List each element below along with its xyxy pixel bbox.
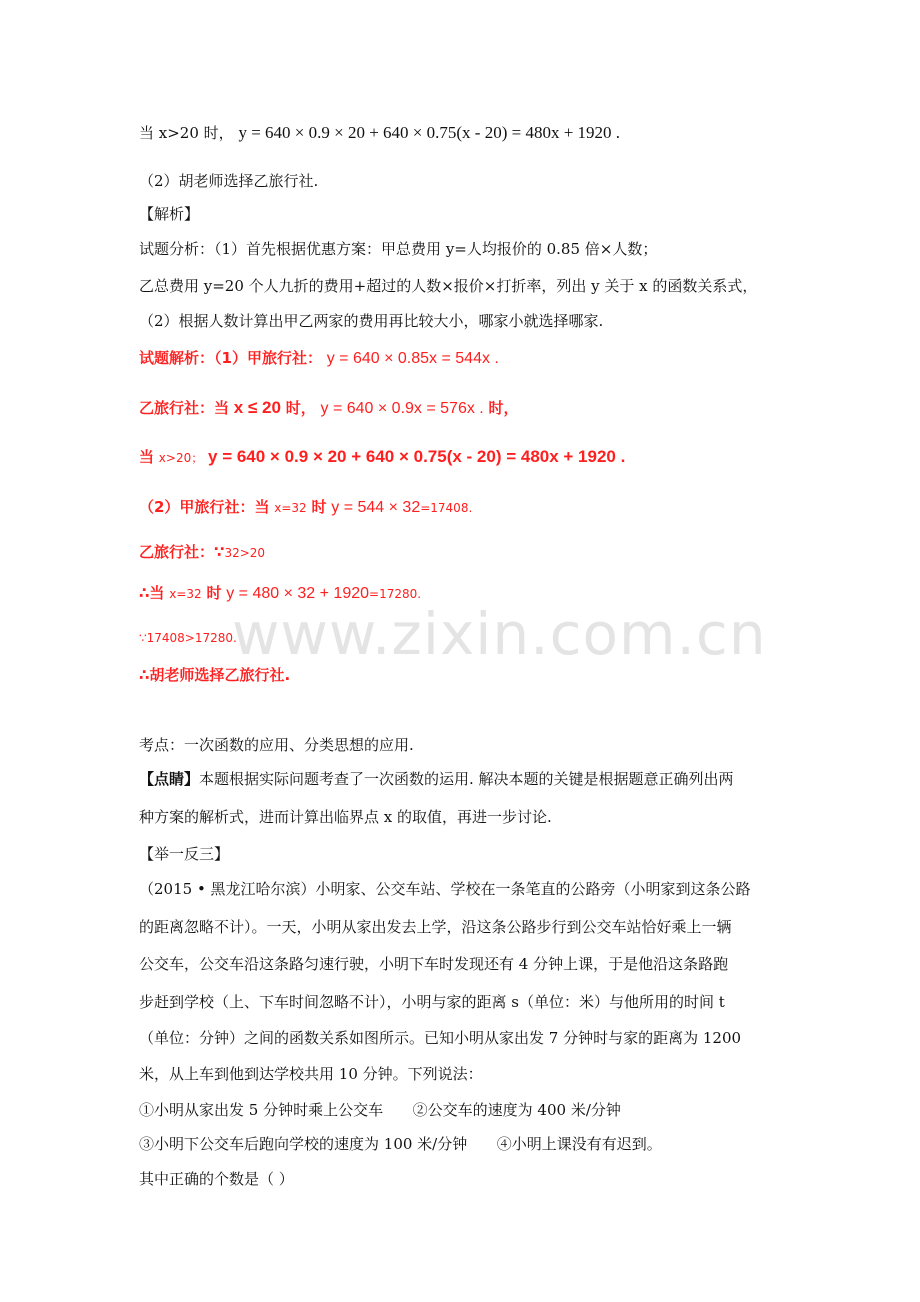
problem-line-2: 的距离忽略不计）。一天，小明从家出发去上学，沿这条公路步行到公交车站恰好乘上一辆 <box>139 918 732 936</box>
solution-line-6 <box>139 582 421 605</box>
solution-result-4: =17408. <box>420 501 473 515</box>
solution-formula-4: y = 544 × 32 <box>331 499 421 516</box>
question-prompt: 其中正确的个数是（ ） <box>139 1170 294 1188</box>
solution-line-2 <box>139 397 519 420</box>
commentary-text-1: 本题根据实际问题考查了一次函数的运用. 解决本题的关键是根据题意正确列出两 <box>199 770 734 788</box>
solution-label-5: 乙旅行社：∵ <box>139 543 225 561</box>
problem-line-6: 米，从上车到他到达学校共用 10 分钟。下列说法： <box>139 1065 483 1083</box>
statement-1: ①小明从家出发 5 分钟时乘上公交车 <box>139 1101 384 1119</box>
commentary-tag: 【点睛】 <box>139 770 200 788</box>
solution-line-3 <box>139 446 625 469</box>
solution-mid-6: 时 <box>206 584 222 602</box>
practice-heading: 【举一反三】 <box>139 845 230 863</box>
solution-line-5 <box>139 541 265 564</box>
commentary-line-1 <box>139 768 734 790</box>
solution-value-4: x=32 <box>274 501 307 515</box>
section-analysis-heading: 【解析】 <box>139 205 200 223</box>
solution-condition-3: x>20； <box>158 451 204 465</box>
statement-row-1 <box>139 1099 621 1121</box>
solution-line-4 <box>139 496 472 519</box>
answer-line-1 <box>139 122 620 144</box>
solution-label-6: ∴当 <box>139 584 165 602</box>
solution-formula-2: y = 640 × 0.9x = 576x . <box>320 400 484 417</box>
solution-formula-1: y = 640 × 0.85x = 544x . <box>326 350 499 367</box>
solution-condition-2: x ≤ 20 <box>233 398 281 417</box>
problem-line-4: 步赶到学校（上、下车时间忽略不计），小明与家的距离 s（单位：米）与他所用的时间 t <box>139 993 725 1011</box>
statement-2: ②公交车的速度为 400 米/分钟 <box>412 1101 621 1119</box>
watermark: www.zixin.com.cn <box>232 600 767 668</box>
solution-line-8: ∴胡老师选择乙旅行社. <box>139 666 291 684</box>
problem-line-3: 公交车，公交车沿这条路匀速行驶，小明下车时发现还有 4 分钟上课，于是他沿这条路跑 <box>139 955 729 973</box>
solution-mid-2: 时， <box>285 399 316 417</box>
statement-3: ③小明下公交车后跑向学校的速度为 100 米/分钟 <box>139 1135 468 1153</box>
solution-label-4: （2）甲旅行社：当 <box>139 498 270 516</box>
statement-row-2 <box>139 1133 662 1155</box>
answer-line-2: （2）胡老师选择乙旅行社. <box>139 172 319 190</box>
solution-end-2: 时， <box>488 399 519 417</box>
solution-result-6: =17280. <box>369 587 422 601</box>
solution-mid-4: 时 <box>311 498 327 516</box>
analysis-line-3: （2）根据人数计算出甲乙两家的费用再比较大小，哪家小就选择哪家. <box>139 312 604 330</box>
solution-line-7: ∵17408>17280. <box>139 631 237 645</box>
solution-value-5: 32>20 <box>224 546 266 560</box>
answer-formula: y = 640 × 0.9 × 20 + 640 × 0.75(x - 20) = 480x + 1920 . <box>238 123 621 142</box>
solution-label-2: 乙旅行社：当 <box>139 399 230 417</box>
analysis-line-1: 试题分析：（1）首先根据优惠方案：甲总费用 y=人均报价的 0.85 倍×人数； <box>139 240 658 258</box>
knowledge-point: 考点：一次函数的应用、分类思想的应用. <box>139 736 414 754</box>
solution-value-6: x=32 <box>169 587 202 601</box>
solution-label-3: 当 <box>139 448 155 466</box>
problem-line-1: （2015 • 黑龙江哈尔滨）小明家、公交车站、学校在一条笔直的公路旁（小明家到这条公路 <box>139 880 751 898</box>
solution-formula-3: y = 640 × 0.9 × 20 + 640 × 0.75(x - 20) = 480x + 1920 . <box>208 447 626 466</box>
commentary-line-2: 种方案的解析式，进而计算出临界点 x 的取值，再进一步讨论. <box>139 808 552 826</box>
analysis-line-2: 乙总费用 y=20 个人九折的费用+超过的人数×报价×打折率，列出 y 关于 x 的函数关系式， <box>139 277 758 295</box>
problem-line-5: （单位：分钟）之间的函数关系如图所示。已知小明从家出发 7 分钟时与家的距离为 1200 <box>139 1029 742 1047</box>
solution-label-1: 试题解析：（1）甲旅行社： <box>139 349 322 367</box>
statement-4: ④小明上课没有有迟到。 <box>496 1135 662 1153</box>
answer-condition: 当 x>20 时， <box>139 124 234 142</box>
solution-line-1 <box>139 347 499 370</box>
solution-formula-6: y = 480 × 32 + 1920 <box>226 585 370 602</box>
